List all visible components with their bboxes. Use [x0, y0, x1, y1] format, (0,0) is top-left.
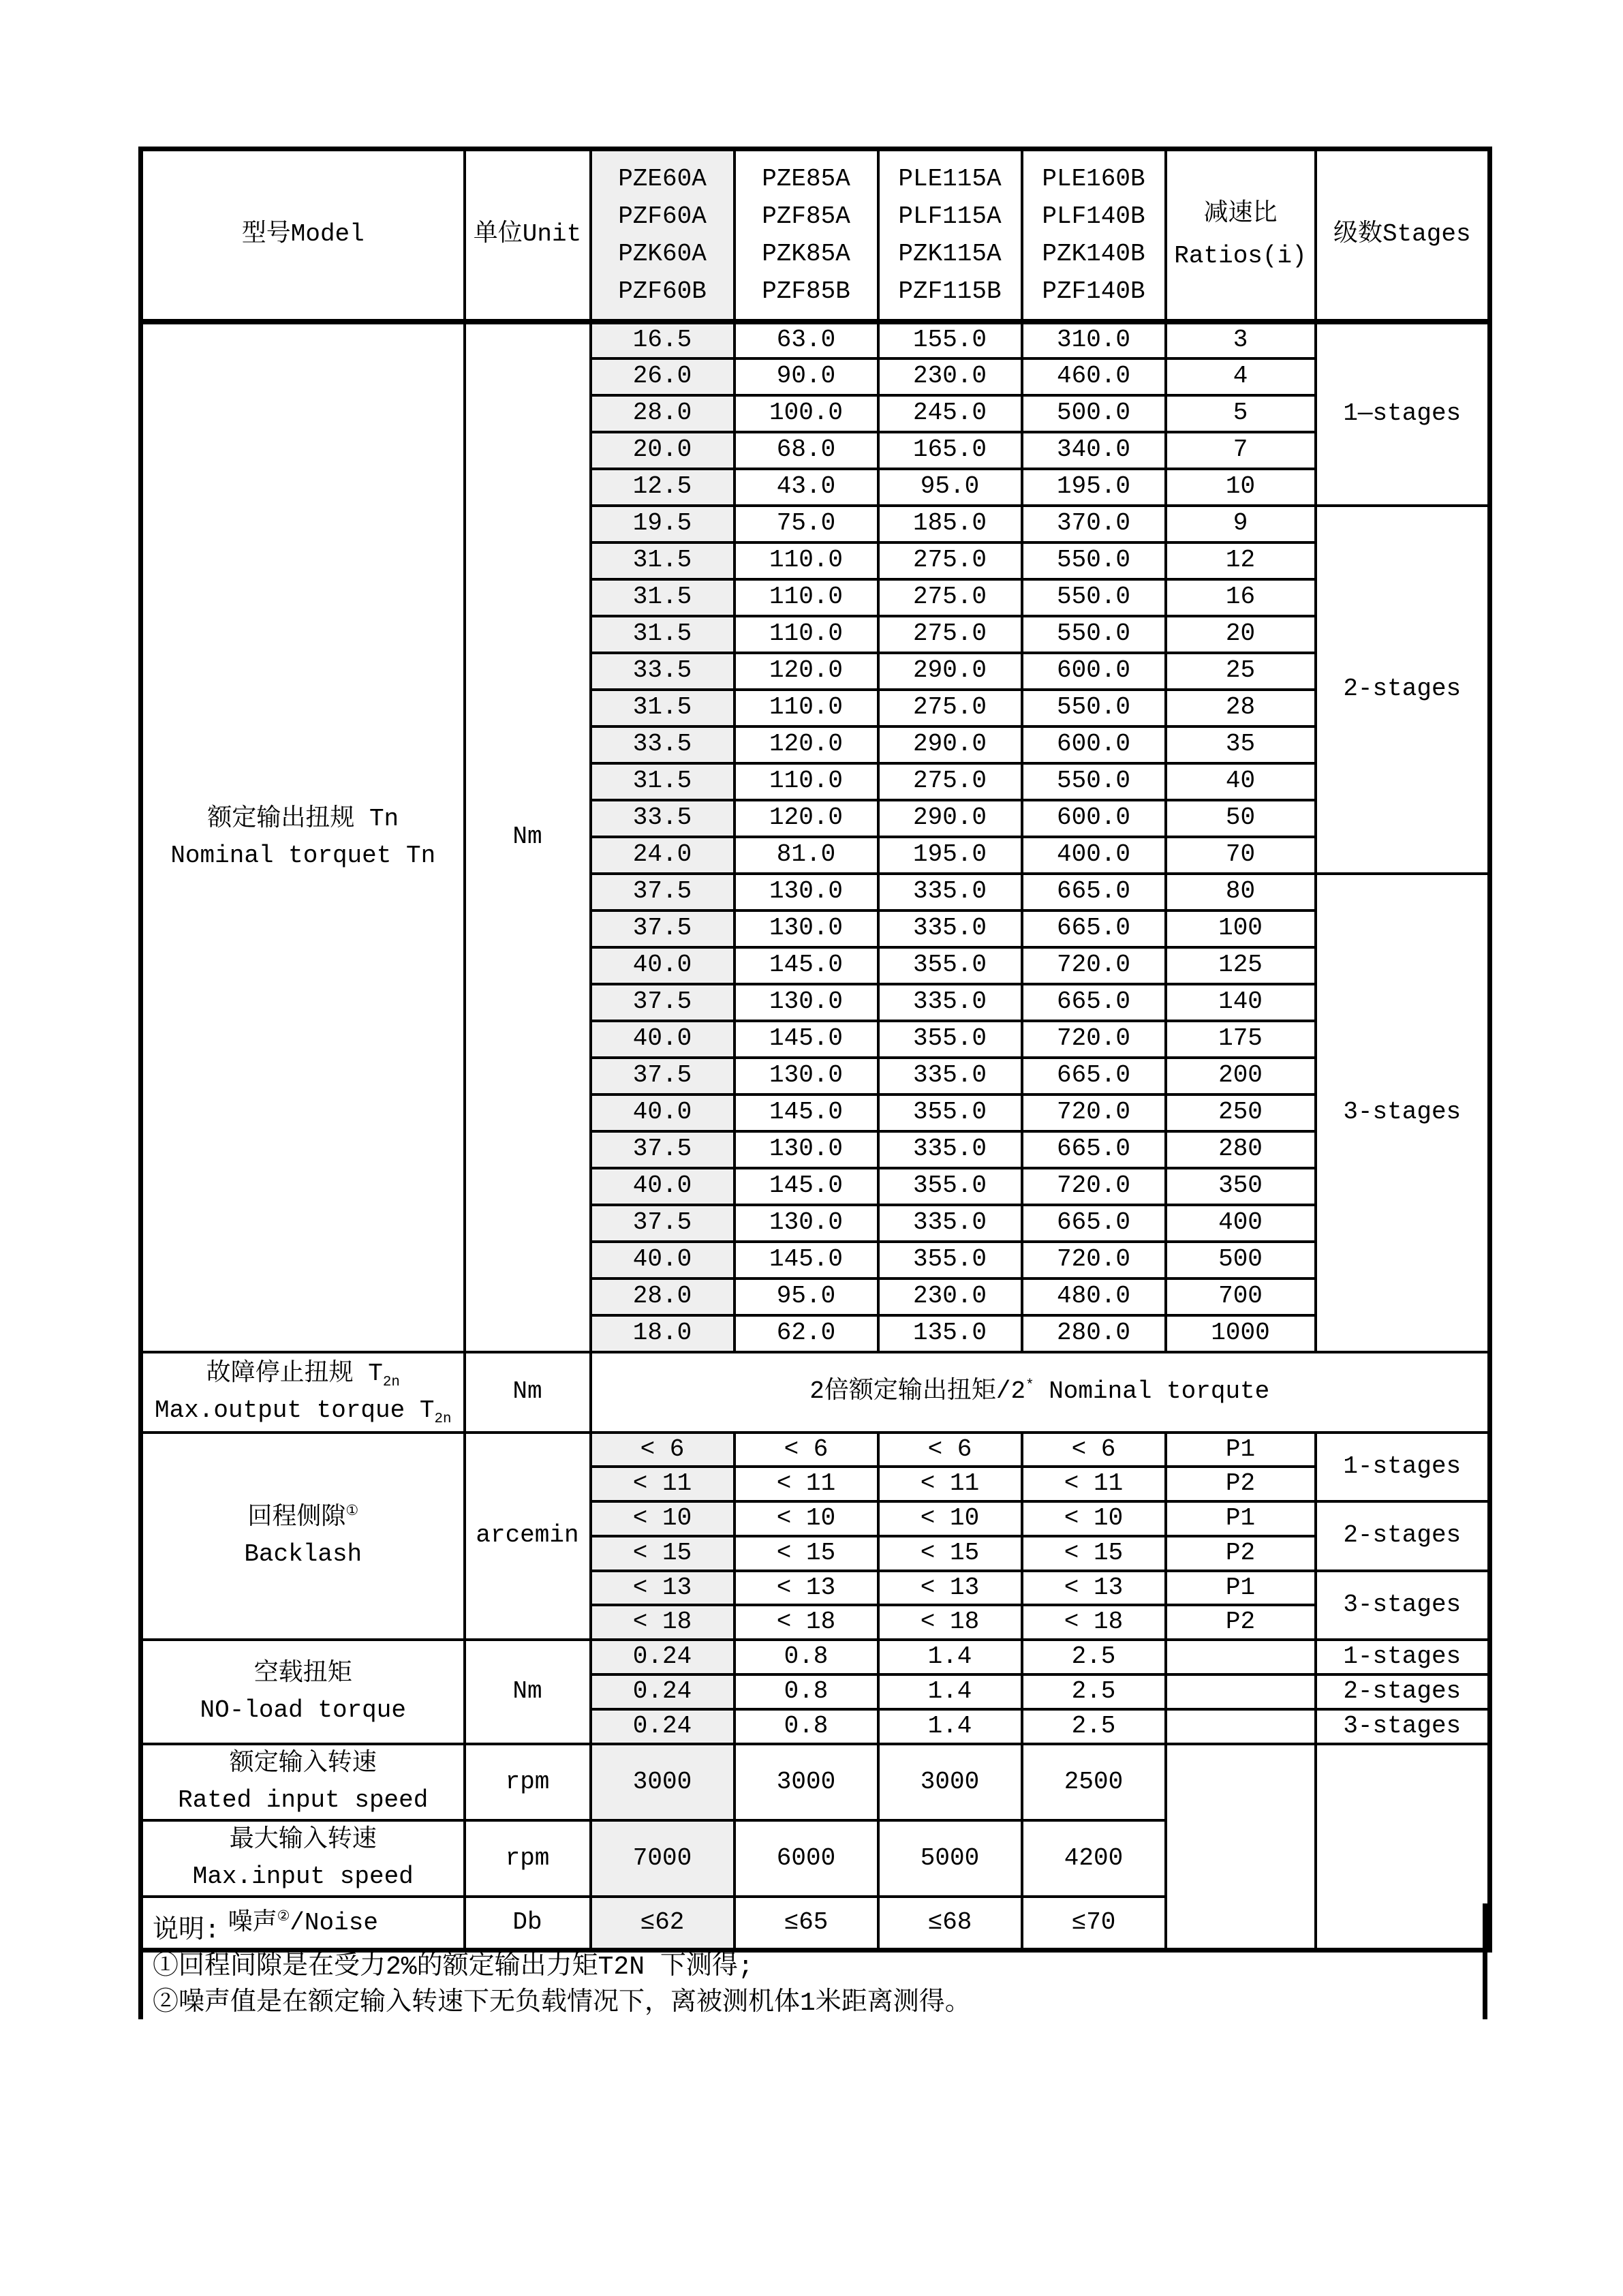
torque-value-cell: 31.5 [591, 579, 735, 616]
torque-row [141, 322, 1490, 358]
torque-value-cell: 20.0 [591, 432, 735, 469]
torque-value-cell: 130.0 [735, 1058, 878, 1095]
torque-value-cell: 130.0 [735, 1205, 878, 1242]
backlash-value-cell: < 18 [591, 1605, 735, 1640]
label-zh: 空载扭矩 [253, 1659, 352, 1687]
max-torque-value: 2倍额定输出扭矩/2* Nominal torqute [591, 1352, 1490, 1433]
ratio-cell: 280 [1166, 1131, 1316, 1168]
torque-value-cell: 720.0 [1022, 1021, 1166, 1058]
notes-title: 说明: [153, 1916, 220, 1946]
empty-ratio-cell [1166, 1640, 1316, 1674]
noload-value-cell: 2.5 [1022, 1674, 1166, 1709]
noload-value-cell: 0.24 [591, 1709, 735, 1744]
torque-value-cell: 37.5 [591, 1131, 735, 1168]
torque-value-cell: 16.5 [591, 322, 735, 358]
header-model: 型号Model [141, 149, 465, 322]
torque-value-cell: 33.5 [591, 800, 735, 837]
label-zh: 最大输入转速 [229, 1826, 377, 1854]
label-zh: 额定输入转速 [229, 1749, 377, 1778]
header-model-column-2 [735, 149, 878, 322]
torque-value-cell: 28.0 [591, 395, 735, 432]
noload-value-cell: 0.8 [735, 1640, 878, 1674]
torque-value-cell: 290.0 [878, 726, 1022, 763]
model-name: PLF140B [1042, 202, 1145, 230]
max-torque-row [141, 1352, 1490, 1433]
torque-value-cell: 355.0 [878, 1168, 1022, 1205]
torque-value-cell: 26.0 [591, 358, 735, 395]
noload-value-cell: 1.4 [878, 1674, 1022, 1709]
torque-value-cell: 335.0 [878, 874, 1022, 910]
spec-label-nominal-torque [141, 322, 465, 1352]
torque-value-cell: 90.0 [735, 358, 878, 395]
ratios-label-zh: 减速比 [1203, 199, 1278, 228]
backlash-value-cell: < 10 [878, 1501, 1022, 1536]
torque-value-cell: 720.0 [1022, 1095, 1166, 1131]
torque-value-cell: 275.0 [878, 579, 1022, 616]
torque-value-cell: 33.5 [591, 726, 735, 763]
stage-label: 3-stages [1316, 1709, 1490, 1744]
label-zh: 故障停止扭规 $T_{2n}$ [206, 1359, 400, 1390]
torque-value-cell: 275.0 [878, 616, 1022, 653]
torque-value-cell: 335.0 [878, 1205, 1022, 1242]
backlash-value-cell: < 13 [878, 1571, 1022, 1606]
noload-torque-section [141, 1640, 1490, 1744]
torque-value-cell: 37.5 [591, 1205, 735, 1242]
spec-value-cell: 4200 [1022, 1820, 1166, 1897]
empty-ratio-cell [1166, 1674, 1316, 1709]
torque-value-cell: 120.0 [735, 653, 878, 690]
torque-value-cell: 335.0 [878, 1131, 1022, 1168]
label-en: Nominal torquet Tn [170, 841, 436, 870]
backlash-value-cell: < 11 [1022, 1467, 1166, 1501]
torque-value-cell: 100.0 [735, 395, 878, 432]
nominal-torque-section [141, 322, 1490, 1352]
torque-value-cell: 275.0 [878, 690, 1022, 726]
table-header [141, 149, 1490, 322]
torque-value-cell: 185.0 [878, 506, 1022, 542]
ratio-cell: 175 [1166, 1021, 1316, 1058]
torque-value-cell: 550.0 [1022, 763, 1166, 800]
torque-value-cell: 355.0 [878, 1242, 1022, 1279]
backlash-value-cell: < 15 [591, 1536, 735, 1571]
torque-value-cell: 81.0 [735, 837, 878, 874]
ratio-cell: 50 [1166, 800, 1316, 837]
torque-value-cell: 230.0 [878, 358, 1022, 395]
noload-value-cell: 0.24 [591, 1640, 735, 1674]
torque-value-cell: 24.0 [591, 837, 735, 874]
model-name: PZF115B [898, 277, 1002, 305]
footnote-mark: ① [345, 1503, 359, 1520]
torque-value-cell: 290.0 [878, 800, 1022, 837]
torque-value-cell: 310.0 [1022, 322, 1166, 358]
label-en: Backlash [244, 1540, 362, 1568]
backlash-value-cell: < 15 [1022, 1536, 1166, 1571]
header-row [141, 149, 1490, 322]
stage-label: 2-stages [1316, 1674, 1490, 1709]
torque-value-cell: 28.0 [591, 1279, 735, 1315]
label-zh: 额定输出扭规 Tn [207, 804, 399, 833]
ratio-cell: 3 [1166, 322, 1316, 358]
ratio-cell: 70 [1166, 837, 1316, 874]
grade-cell: P2 [1166, 1467, 1316, 1501]
ratio-cell: 12 [1166, 542, 1316, 579]
torque-value-cell: 665.0 [1022, 1131, 1166, 1168]
spec-value-cell: 2500 [1022, 1744, 1166, 1820]
torque-value-cell: 720.0 [1022, 947, 1166, 984]
backlash-value-cell: < 11 [591, 1467, 735, 1501]
ratio-cell: 125 [1166, 947, 1316, 984]
spec-label-max-torque [141, 1352, 465, 1433]
footnote-mark: ② [277, 1909, 290, 1925]
ratio-cell: 7 [1166, 432, 1316, 469]
torque-value-cell: 600.0 [1022, 726, 1166, 763]
unit-cell: Nm [465, 322, 591, 1352]
ratio-cell: 1000 [1166, 1315, 1316, 1352]
torque-value-cell: 400.0 [1022, 837, 1166, 874]
ratio-cell: 100 [1166, 910, 1316, 947]
unit-cell: Db [465, 1897, 591, 1950]
torque-value-cell: 110.0 [735, 690, 878, 726]
backlash-value-cell: < 6 [1022, 1433, 1166, 1467]
torque-value-cell: 335.0 [878, 984, 1022, 1021]
spec-value-cell: 7000 [591, 1820, 735, 1897]
torque-value-cell: 155.0 [878, 322, 1022, 358]
torque-value-cell: 145.0 [735, 1242, 878, 1279]
torque-value-cell: 40.0 [591, 1168, 735, 1205]
torque-value-cell: 135.0 [878, 1315, 1022, 1352]
noload-value-cell: 2.5 [1022, 1709, 1166, 1744]
spec-value-cell: 5000 [878, 1820, 1022, 1897]
ratio-cell: 350 [1166, 1168, 1316, 1205]
backlash-value-cell: < 6 [591, 1433, 735, 1467]
torque-value-cell: 335.0 [878, 910, 1022, 947]
noload-value-cell: 0.8 [735, 1674, 878, 1709]
unit-cell: arcemin [465, 1433, 591, 1640]
model-name: PZF85B [762, 277, 850, 305]
backlash-value-cell: < 10 [591, 1501, 735, 1536]
backlash-value-cell: < 10 [735, 1501, 878, 1536]
noload-value-cell: 1.4 [878, 1640, 1022, 1674]
torque-value-cell: 370.0 [1022, 506, 1166, 542]
torque-value-cell: 120.0 [735, 726, 878, 763]
model-name: PZF60B [618, 277, 707, 305]
model-name: PLE160B [1042, 164, 1145, 193]
torque-value-cell: 130.0 [735, 984, 878, 1021]
torque-value-cell: 195.0 [878, 837, 1022, 874]
label-en: Max.output torque $T_{2n}$ [154, 1396, 452, 1427]
header-ratios [1166, 149, 1316, 322]
torque-value-cell: 280.0 [1022, 1315, 1166, 1352]
torque-value-cell: 68.0 [735, 432, 878, 469]
model-name: PLF115A [898, 202, 1002, 230]
ratio-cell: 250 [1166, 1095, 1316, 1131]
grade-cell: P2 [1166, 1605, 1316, 1640]
stage-label: 1-stages [1316, 1640, 1490, 1674]
spec-value-cell: 3000 [878, 1744, 1022, 1820]
torque-value-cell: 37.5 [591, 910, 735, 947]
torque-value-cell: 37.5 [591, 984, 735, 1021]
torque-value-cell: 550.0 [1022, 542, 1166, 579]
ratios-label-en: Ratios(i) [1174, 241, 1307, 270]
grade-cell: P1 [1166, 1571, 1316, 1606]
noload-value-cell: 1.4 [878, 1709, 1022, 1744]
backlash-value-cell: < 10 [1022, 1501, 1166, 1536]
torque-value-cell: 550.0 [1022, 579, 1166, 616]
torque-value-cell: 275.0 [878, 763, 1022, 800]
spec-value-cell: ≤62 [591, 1897, 735, 1950]
torque-value-cell: 195.0 [1022, 469, 1166, 506]
spec-label-noload [141, 1640, 465, 1744]
torque-value-cell: 355.0 [878, 947, 1022, 984]
model-name: PZK85A [762, 239, 850, 268]
header-model-column-1 [591, 149, 735, 322]
grade-cell: P1 [1166, 1433, 1316, 1467]
model-name: PLE115A [898, 164, 1002, 193]
torque-value-cell: 665.0 [1022, 1058, 1166, 1095]
torque-value-cell: 335.0 [878, 1058, 1022, 1095]
label-zh: 回程侧隙① [247, 1503, 359, 1531]
torque-value-cell: 145.0 [735, 1021, 878, 1058]
torque-value-cell: 110.0 [735, 763, 878, 800]
torque-value-cell: 275.0 [878, 542, 1022, 579]
note-line-1: ①回程间隙是在受力2%的额定输出力矩T2N 下测得; [153, 1953, 754, 1982]
ratio-cell: 400 [1166, 1205, 1316, 1242]
model-name: PZE85A [762, 164, 850, 193]
torque-value-cell: 355.0 [878, 1021, 1022, 1058]
torque-value-cell: 31.5 [591, 763, 735, 800]
model-name: PZF140B [1042, 277, 1145, 305]
torque-value-cell: 40.0 [591, 1021, 735, 1058]
backlash-value-cell: < 6 [878, 1433, 1022, 1467]
ratio-cell: 20 [1166, 616, 1316, 653]
spec-value-cell: 3000 [591, 1744, 735, 1820]
ratio-cell: 200 [1166, 1058, 1316, 1095]
spec-row [141, 1744, 1490, 1820]
empty-ratio-cell [1166, 1709, 1316, 1744]
backlash-value-cell: < 15 [878, 1536, 1022, 1571]
ratio-cell: 80 [1166, 874, 1316, 910]
torque-value-cell: 31.5 [591, 616, 735, 653]
stage-group-label: 2-stages [1316, 1501, 1490, 1571]
spec-label [141, 1820, 465, 1897]
backlash-value-cell: < 18 [735, 1605, 878, 1640]
torque-value-cell: 600.0 [1022, 653, 1166, 690]
backlash-value-cell: < 11 [878, 1467, 1022, 1501]
torque-value-cell: 18.0 [591, 1315, 735, 1352]
backlash-section [141, 1433, 1490, 1640]
noload-value-cell: 0.8 [735, 1709, 878, 1744]
backlash-value-cell: < 13 [591, 1571, 735, 1606]
model-name: PZK115A [898, 239, 1002, 268]
grade-cell: P2 [1166, 1536, 1316, 1571]
torque-value-cell: 720.0 [1022, 1242, 1166, 1279]
ratio-cell: 28 [1166, 690, 1316, 726]
torque-value-cell: 110.0 [735, 579, 878, 616]
backlash-row [141, 1433, 1490, 1467]
torque-value-cell: 19.5 [591, 506, 735, 542]
torque-value-cell: 145.0 [735, 1168, 878, 1205]
torque-value-cell: 31.5 [591, 542, 735, 579]
ratio-cell: 16 [1166, 579, 1316, 616]
torque-value-cell: 355.0 [878, 1095, 1022, 1131]
grade-cell: P1 [1166, 1501, 1316, 1536]
model-name: PZK60A [618, 239, 707, 268]
spec-value-cell: ≤70 [1022, 1897, 1166, 1950]
model-name: PZK140B [1042, 239, 1145, 268]
model-name: PZF85A [762, 202, 850, 230]
ratio-cell: 500 [1166, 1242, 1316, 1279]
noload-value-cell: 2.5 [1022, 1640, 1166, 1674]
torque-value-cell: 110.0 [735, 616, 878, 653]
torque-value-cell: 43.0 [735, 469, 878, 506]
header-model-column-4 [1022, 149, 1166, 322]
header-model-column-3 [878, 149, 1022, 322]
torque-value-cell: 290.0 [878, 653, 1022, 690]
spec-value-cell: ≤65 [735, 1897, 878, 1950]
torque-value-cell: 165.0 [878, 432, 1022, 469]
spec-value-cell: 6000 [735, 1820, 878, 1897]
torque-value-cell: 720.0 [1022, 1168, 1166, 1205]
backlash-value-cell: < 6 [735, 1433, 878, 1467]
torque-value-cell: 230.0 [878, 1279, 1022, 1315]
header-unit: 单位Unit [465, 149, 591, 322]
label-en: Rated input speed [178, 1786, 429, 1815]
stage-group-label: 3-stages [1316, 1571, 1490, 1640]
label-zh: 噪声②/Noise [228, 1908, 378, 1937]
torque-value-cell: 480.0 [1022, 1279, 1166, 1315]
torque-value-cell: 95.0 [878, 469, 1022, 506]
stage-group-label: 1—stages [1316, 322, 1490, 506]
ratio-cell: 40 [1166, 763, 1316, 800]
label-en: Max.input speed [192, 1863, 414, 1891]
unit-cell: Nm [465, 1352, 591, 1433]
backlash-value-cell: < 18 [1022, 1605, 1166, 1640]
torque-value-cell: 63.0 [735, 322, 878, 358]
torque-value-cell: 130.0 [735, 1131, 878, 1168]
torque-value-cell: 665.0 [1022, 910, 1166, 947]
spec-label-backlash [141, 1433, 465, 1640]
backlash-value-cell: < 11 [735, 1467, 878, 1501]
torque-value-cell: 665.0 [1022, 984, 1166, 1021]
torque-value-cell: 550.0 [1022, 616, 1166, 653]
model-name: PZE60A [618, 164, 707, 193]
spec-value-cell: ≤68 [878, 1897, 1022, 1950]
torque-value-cell: 145.0 [735, 947, 878, 984]
torque-value-cell: 95.0 [735, 1279, 878, 1315]
stage-group-label: 2-stages [1316, 506, 1490, 874]
ratio-cell: 10 [1166, 469, 1316, 506]
torque-value-cell: 145.0 [735, 1095, 878, 1131]
torque-value-cell: 37.5 [591, 874, 735, 910]
unit-cell: rpm [465, 1820, 591, 1897]
spec-value-cell: 3000 [735, 1744, 878, 1820]
torque-value-cell: 600.0 [1022, 800, 1166, 837]
notes [138, 1903, 1487, 2019]
stage-group-label: 1-stages [1316, 1433, 1490, 1502]
torque-value-cell: 31.5 [591, 690, 735, 726]
torque-value-cell: 120.0 [735, 800, 878, 837]
torque-value-cell: 460.0 [1022, 358, 1166, 395]
torque-value-cell: 33.5 [591, 653, 735, 690]
torque-value-cell: 665.0 [1022, 1205, 1166, 1242]
backlash-value-cell: < 13 [735, 1571, 878, 1606]
torque-value-cell: 130.0 [735, 874, 878, 910]
backlash-value-cell: < 13 [1022, 1571, 1166, 1606]
torque-value-cell: 340.0 [1022, 432, 1166, 469]
backlash-value-cell: < 18 [878, 1605, 1022, 1640]
torque-value-cell: 550.0 [1022, 690, 1166, 726]
spec-table [138, 147, 1492, 1953]
torque-value-cell: 40.0 [591, 1242, 735, 1279]
noload-row [141, 1640, 1490, 1674]
ratio-cell: 4 [1166, 358, 1316, 395]
torque-value-cell: 12.5 [591, 469, 735, 506]
torque-value-cell: 665.0 [1022, 874, 1166, 910]
torque-value-cell: 110.0 [735, 542, 878, 579]
model-name: PZF60A [618, 202, 707, 230]
ratio-cell: 35 [1166, 726, 1316, 763]
noload-value-cell: 0.24 [591, 1674, 735, 1709]
unit-cell: Nm [465, 1640, 591, 1744]
torque-value-cell: 75.0 [735, 506, 878, 542]
torque-value-cell: 130.0 [735, 910, 878, 947]
backlash-value-cell: < 15 [735, 1536, 878, 1571]
ratio-cell: 140 [1166, 984, 1316, 1021]
header-stages: 级数Stages [1316, 149, 1490, 322]
stage-group-label: 3-stages [1316, 874, 1490, 1352]
label-en: NO-load torque [200, 1696, 406, 1724]
max-torque-section [141, 1352, 1490, 1433]
spec-label [141, 1744, 465, 1820]
torque-value-cell: 500.0 [1022, 395, 1166, 432]
ratio-cell: 25 [1166, 653, 1316, 690]
note-line-2: ②噪声值是在额定输入转速下无负载情况下，离被测机体1米距离测得。 [153, 1989, 971, 2018]
ratio-cell: 5 [1166, 395, 1316, 432]
torque-value-cell: 245.0 [878, 395, 1022, 432]
torque-value-cell: 40.0 [591, 1095, 735, 1131]
ratio-cell: 700 [1166, 1279, 1316, 1315]
ratio-cell: 9 [1166, 506, 1316, 542]
unit-cell: rpm [465, 1744, 591, 1820]
torque-value-cell: 37.5 [591, 1058, 735, 1095]
torque-value-cell: 62.0 [735, 1315, 878, 1352]
torque-value-cell: 40.0 [591, 947, 735, 984]
